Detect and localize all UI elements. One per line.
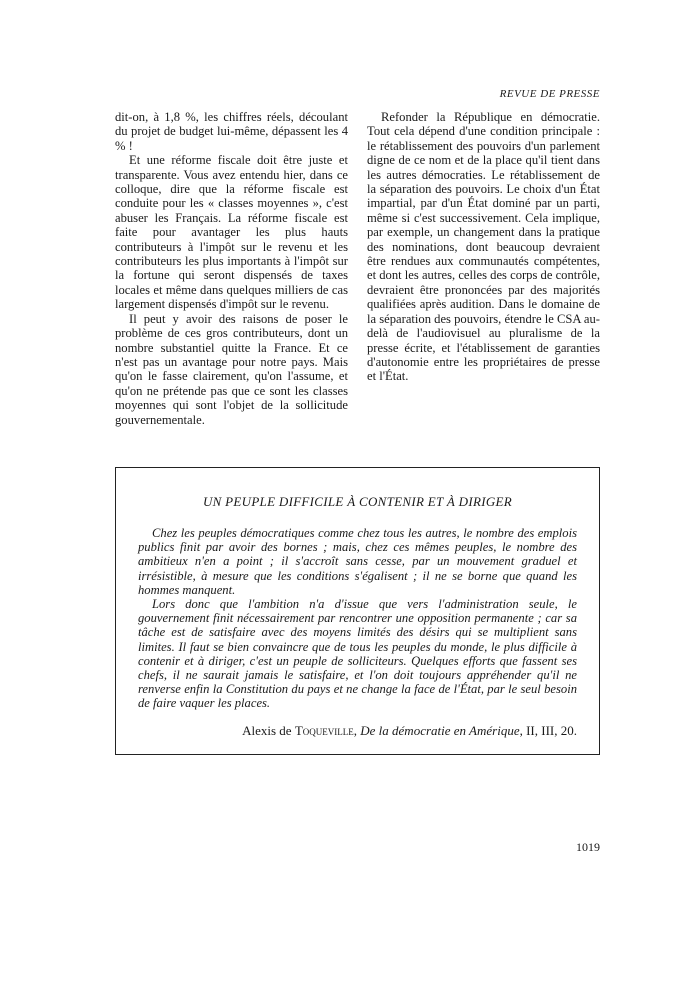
article-columns xyxy=(115,110,600,427)
paragraph: Et une réforme fiscale doit être juste et transparente. Vous avez entendu hier, dans ce colloque, dire que la réforme fiscale est conduite pour les « classes moyennes », c'est abuser les Français. La réforme fiscale est faite pour avantager les plus hauts contributeurs à l'impôt sur le revenu et les contributeurs les plus importants à l'impôt sur la fortune qui seront dispensés de taxes locales et même dans quelques milliers de cas largement dispensés d'impôt sur le revenu. xyxy=(115,153,348,312)
paragraph: Refonder la République en démocratie. Tout cela dépend d'une condition principale : le rétablissement des pouvoirs d'un parlement digne de ce nom et de la place qu'il tient dans les autres démocraties. Le rétablissement de la séparation des pouvoirs. Le choix d'un État impartial, par d'un État dominé par un parti, même si c'est successivement. Cela implique, par exemple, un changement dans la pratique des nominations, dont beaucoup devraient être rendues aux communautés compétentes, et dont les autres, celles des corps de contrôle, devraient être prononcées par des majorités qualifiées après audition. Dans le domaine de la séparation des pouvoirs, étendre le CSA au-delà de l'audiovisuel au pluralisme de la presse écrite, et l'établissement de garanties d'autonomie entre les propriétaires de presse et l'État. xyxy=(367,110,600,384)
quote-paragraph: Chez les peuples démocratiques comme chez tous les autres, le nombre des emplois publics finit par avoir des bornes ; mais, chez ces mêmes peuples, le nombre des ambitieux n'en a point ; il s'accroît sans cesse, par un mouvement graduel et irrésistible, à mesure que les conditions s'égalisent ; il ne se borne que quand les hommes manquent. xyxy=(138,526,577,597)
attribution-ref: , II, III, 20. xyxy=(519,722,577,738)
attribution-work: De la démocratie en Amérique xyxy=(360,722,520,738)
quote-paragraph: Lors donc que l'ambition n'a d'issue que vers l'administration seule, le gouvernement finit nécessairement par rencontrer une opposition permanente ; car sa tâche est de satisfaire avec des moyens limités des désirs qui se multiplient sans limites. Il faut se bien convaincre que de tous les peuples du monde, le plus difficile à contenir et à diriger, c'est un peuple de solliciteurs. Quelques efforts que fassent ses chefs, il ne saurait jamais le satisfaire, et l'on doit toujours appréhender qu'il ne renverse enfin la Constitution du pays et ne change la face de l'État, par le seul besoin de faire vaquer les places. xyxy=(138,597,577,711)
right-column xyxy=(367,110,600,427)
paragraph: dit-on, à 1,8 %, les chiffres réels, découlant du projet de budget lui-même, dépassent les 4 % ! xyxy=(115,110,348,153)
quote-box-title: UN PEUPLE DIFFICILE À CONTENIR ET À DIRIGER xyxy=(202,494,513,509)
running-head: REVUE DE PRESSE xyxy=(499,88,600,100)
paragraph: Il peut y avoir des raisons de poser le problème de ces gros contributeurs, dont un nombre substantiel quitte la France. Et ce n'est pas un avantage pour notre pays. Mais qu'on le fasse clairement, qu'on l'assume, et qu'on ne prétende pas que ce sont les classes moyennes qui sont l'objet de la sollicitude gouvernementale. xyxy=(115,311,348,427)
page-number: 1019 xyxy=(576,840,600,854)
left-column xyxy=(115,110,348,427)
attribution-prefix: Alexis de xyxy=(242,722,292,738)
attribution-separator: , xyxy=(353,722,361,738)
attribution-author: Toqueville xyxy=(294,722,354,738)
quote-box xyxy=(115,467,600,755)
quote-attribution xyxy=(138,723,577,739)
